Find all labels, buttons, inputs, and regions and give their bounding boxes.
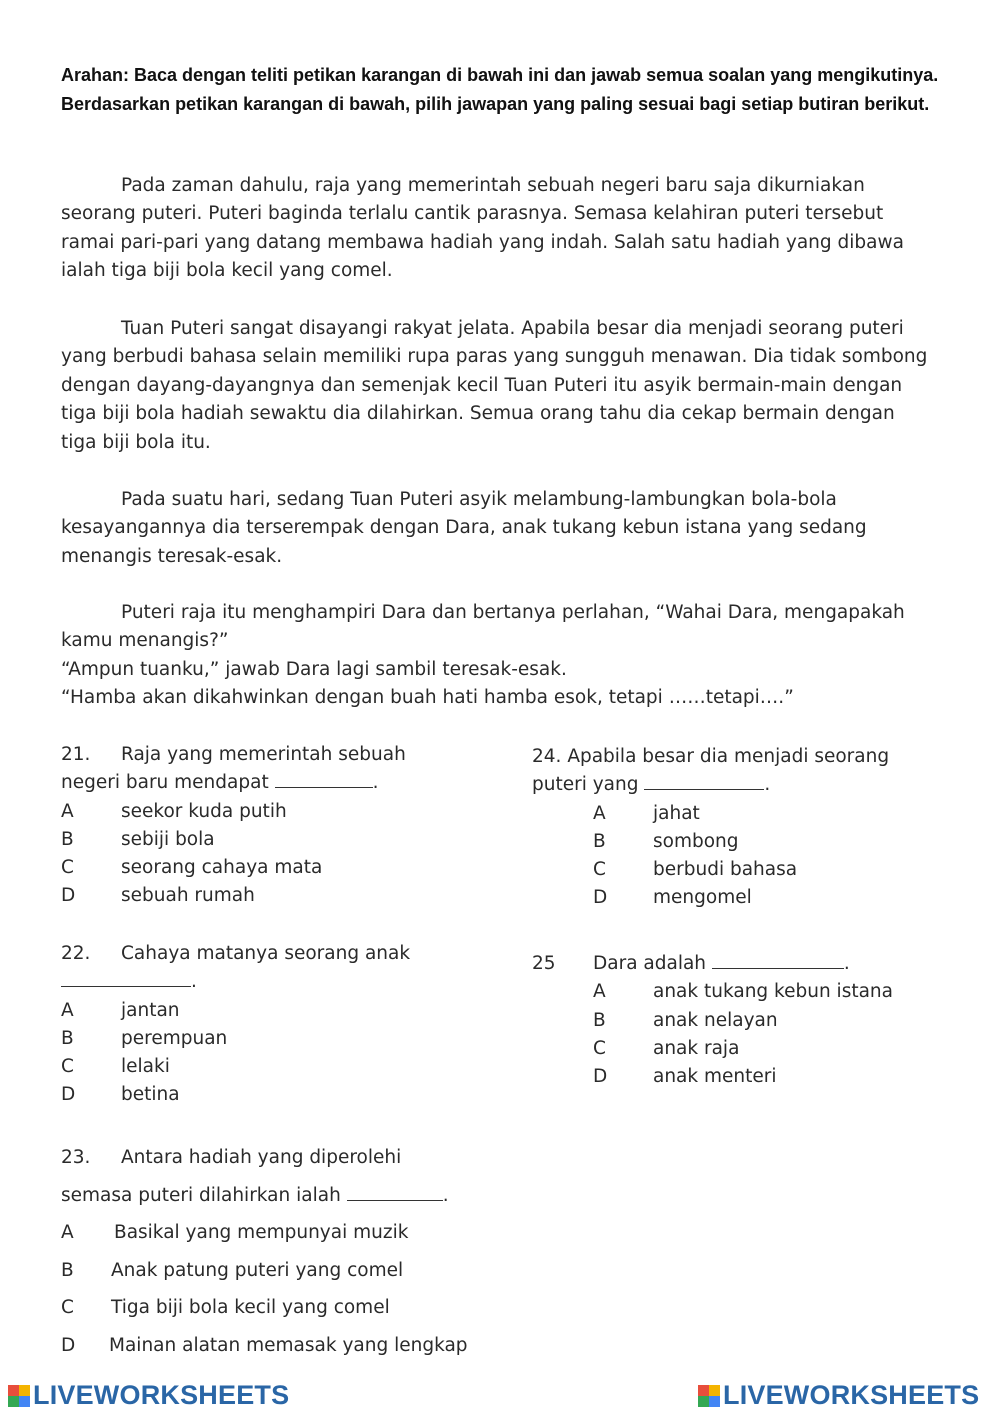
option-a[interactable]: A seekor kuda putih — [61, 800, 287, 822]
liveworksheets-logo-right[interactable] — [698, 1380, 979, 1411]
passage-paragraph-4: Puteri raja itu menghampiri Dara dan bertanya perlahan, “Wahai Dara, mengapakah kamu menangis?” — [61, 602, 905, 652]
option-d[interactable]: D mengomel — [593, 887, 752, 909]
option-d[interactable]: D anak menteri — [593, 1066, 777, 1088]
option-b[interactable]: B sombong — [593, 830, 739, 852]
answer-blank[interactable] — [712, 950, 844, 969]
logo-mark-icon — [698, 1385, 720, 1407]
logo-mark-icon — [8, 1385, 30, 1407]
option-c[interactable]: C lelaki — [61, 1056, 170, 1078]
passage-3 — [61, 486, 936, 571]
question-stem-line-2: puteri yang . — [532, 771, 952, 799]
passage-paragraph-3: Pada suatu hari, sedang Tuan Puteri asyik melambung-lambungkan bola-bola kesayangannya dia terserempak dengan Dara, anak tukang kebun istana yang sedang menangis teresak-esak. — [61, 489, 867, 567]
question-stem: 23. Antara hadiah yang diperolehi — [61, 1147, 402, 1168]
answer-blank[interactable] — [347, 1182, 443, 1201]
option-c[interactable]: C Tiga biji bola kecil yang comel — [61, 1297, 390, 1318]
option-c[interactable]: C anak raja — [593, 1037, 740, 1059]
question-24 — [532, 743, 952, 913]
option-a[interactable]: A jahat — [593, 802, 700, 824]
option-a[interactable]: A anak tukang kebun istana — [593, 981, 893, 1003]
option-b[interactable]: B anak nelayan — [593, 1009, 778, 1031]
option-a[interactable]: A jantan — [61, 999, 180, 1021]
question-25 — [532, 950, 952, 1091]
question-stem: 22. Cahaya matanya seorang anak — [61, 943, 411, 964]
option-d[interactable]: D sebuah rumah — [61, 885, 255, 907]
option-b[interactable]: B Anak patung puteri yang comel — [61, 1259, 404, 1281]
option-c[interactable]: C seorang cahaya mata — [61, 857, 323, 879]
question-21 — [61, 741, 481, 911]
passage-line-5: “Ampun tuanku,” jawab Dara lagi sambil teresak-esak. — [61, 658, 567, 680]
passage-4 — [61, 599, 936, 713]
passage-2 — [61, 315, 936, 457]
answer-blank[interactable] — [61, 968, 191, 987]
question-22 — [61, 940, 481, 1110]
option-d[interactable]: D betina — [61, 1084, 180, 1106]
passage-line-6: “Hamba akan dikahwinkan dengan buah hati hamba esok, tetapi ……tetapi….” — [61, 687, 794, 709]
instructions: Arahan: Baca dengan teliti petikan karangan di bawah ini dan jawab semua soalan yang mengikutinya. Berdasarkan petikan karangan di bawah, pilih jawapan yang paling sesuai bagi setiap butiran berikut. — [61, 65, 939, 114]
answer-blank[interactable] — [644, 771, 764, 790]
question-23 — [61, 1139, 541, 1364]
option-a[interactable]: A Basikal yang mempunyai muzik — [61, 1222, 409, 1243]
passage-paragraph-2: Tuan Puteri sangat disayangi rakyat jelata. Apabila besar dia menjadi seorang puteri yang berbudi bahasa selain memiliki rupa paras yang sungguh menawan. Dia tidak sombong dengan dayang-dayangnya dan semenjak kecil Tuan Puteri itu asyik bermain-main dengan tiga biji bola hadiah sewaktu dia dilahirkan. Semua orang tahu dia cekap bermain dengan tiga biji bola itu. — [61, 318, 928, 453]
passage-paragraph-1: Pada zaman dahulu, raja yang memerintah sebuah negeri baru saja dikurniakan seorang puteri. Puteri baginda terlalu cantik parasnya. Semasa kelahiran puteri tersebut ramai pari-pari yang datang membawa hadiah yang indah. Salah satu hadiah yang dibawa ialah tiga biji bola kecil yang comel. — [61, 175, 904, 282]
option-b[interactable]: B sebiji bola — [61, 828, 215, 850]
question-stem-line-2: . — [61, 968, 481, 996]
passage — [61, 172, 936, 286]
question-stem: 24. Apabila besar dia menjadi seorang — [532, 746, 890, 767]
question-stem-line-2: negeri baru mendapat . — [61, 769, 481, 797]
option-b[interactable]: B perempuan — [61, 1027, 228, 1049]
option-c[interactable]: C berbudi bahasa — [593, 859, 798, 881]
liveworksheets-logo-left[interactable] — [8, 1380, 289, 1411]
question-stem: 21. Raja yang memerintah sebuah — [61, 744, 406, 765]
logo-text: LIVEWORKSHEETS — [33, 1380, 290, 1410]
answer-blank[interactable] — [275, 769, 373, 788]
logo-text: LIVEWORKSHEETS — [723, 1380, 980, 1410]
question-stem: 25 Dara adalah . — [532, 950, 952, 978]
option-d[interactable]: D Mainan alatan memasak yang lengkap — [61, 1334, 468, 1356]
question-stem-line-2: semasa puteri dilahirkan ialah . — [61, 1177, 541, 1215]
